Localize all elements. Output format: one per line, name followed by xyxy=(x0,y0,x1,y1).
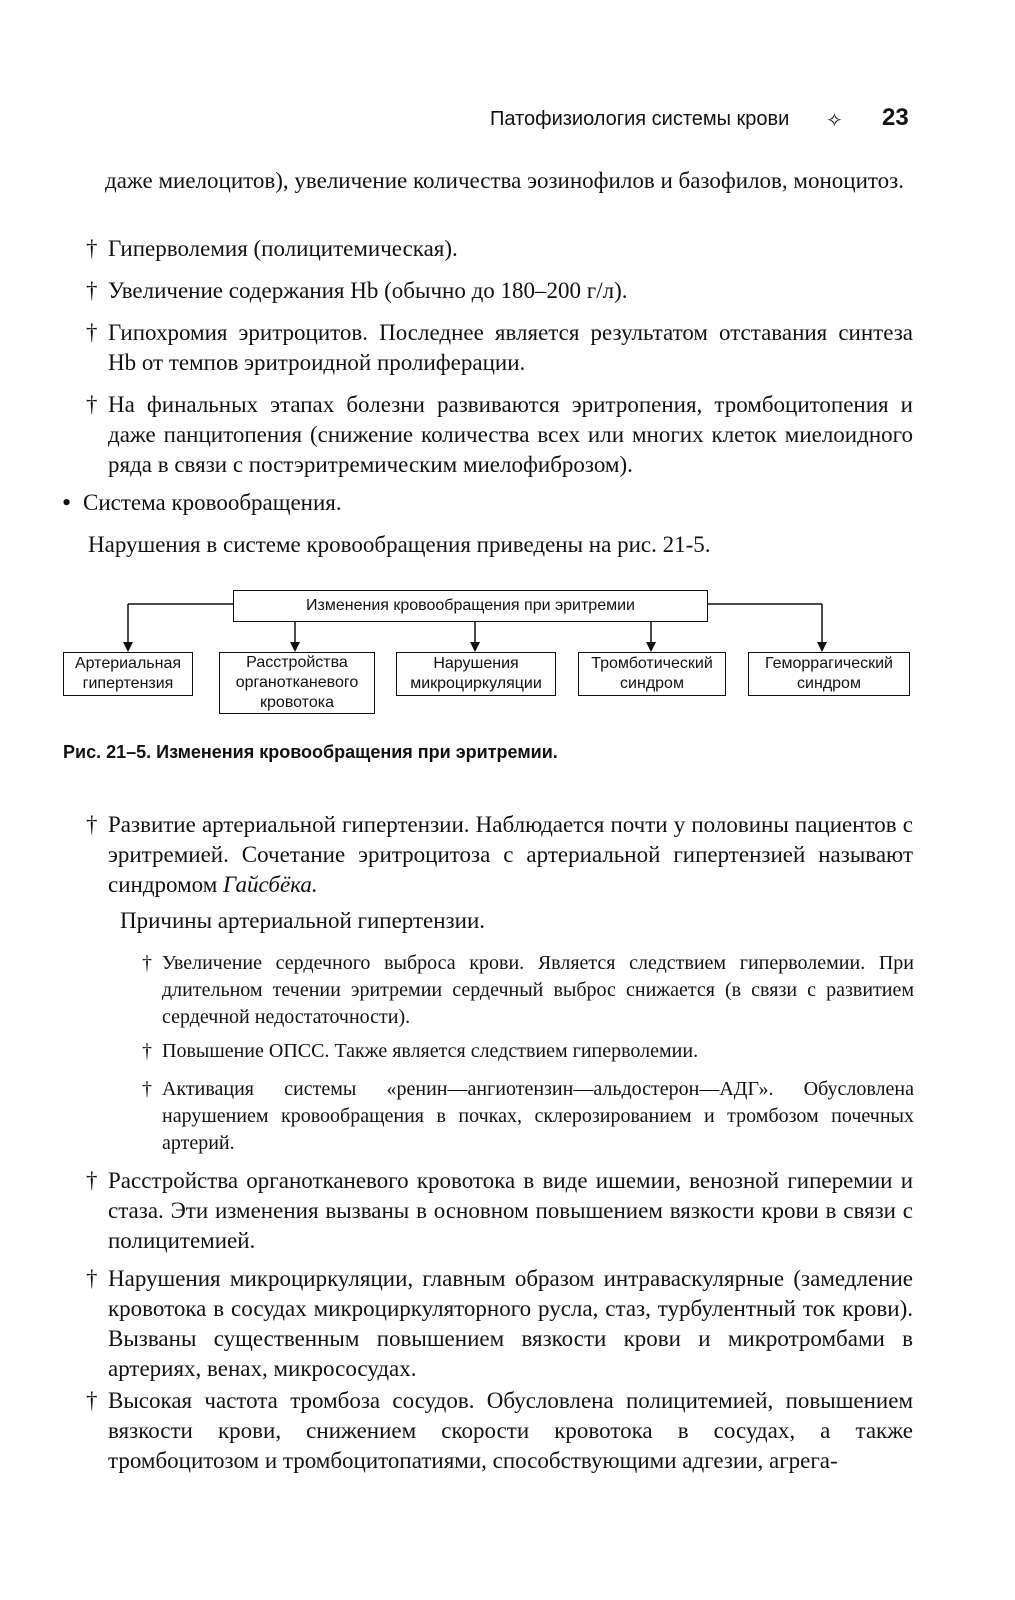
child-label: Артериальная гипертензия xyxy=(74,655,182,692)
diamond-icon: ✧ xyxy=(826,110,843,132)
dagger-marker: † xyxy=(142,1078,152,1100)
dagger-marker: † xyxy=(86,1388,98,1413)
paragraph-2: Гиперволемия (полицитемическая). xyxy=(108,236,458,261)
running-title: Патофизиология системы крови xyxy=(490,108,790,130)
running-header xyxy=(490,100,930,140)
paragraph-8-text: Развитие артериальной гипертензии. Наблюдается почти у половины пациентов с эритремией. Сочетание эритроцитоза с артериальной гипертензией называют синдромом xyxy=(108,812,913,897)
paragraph-11: Повышение ОПСС. Также является следствием гиперволемии. xyxy=(162,1040,699,1062)
paragraph-12: Активация системы «ренин—ангиотензин—альдостерон—АДГ». Обусловлена нарушением кровообращения в почках, склерозированием и тромбозом почечных артерий. xyxy=(162,1078,914,1154)
child-box-thrombotic xyxy=(578,652,726,696)
dagger-marker: † xyxy=(86,278,98,303)
paragraph-8 xyxy=(108,810,913,900)
paragraph-15: Высокая частота тромбоза сосудов. Обусловлена полицитемией, повышением вязкости крови, снижением скорости кровотока в сосудах, а также тромбоцитозом и тромбоцитопатиями, способствующими адгезии, агрега- xyxy=(108,1388,913,1473)
root-box xyxy=(233,590,708,622)
paragraph-3: Увеличение содержания Hb (обычно до 180–200 г/л). xyxy=(108,278,628,303)
syndrome-name: Гайсбёка. xyxy=(223,872,318,897)
paragraph-4: Гипохромия эритроцитов. Последнее является результатом отставания синтеза Hb от темпов эритроидной пролиферации. xyxy=(108,320,913,375)
child-label: Геморрагический синдром xyxy=(765,655,893,692)
dagger-marker: † xyxy=(86,1168,98,1193)
circulation-diagram xyxy=(0,580,1015,720)
paragraph-5: На финальных этапах болезни развиваются эритропения, тромбоцитопения и даже панцитопения (снижение количества всех или многих клеток миелоидного ряда в связи с постэритремическим миелофиброзом). xyxy=(108,392,913,477)
page-number: 23 xyxy=(882,104,909,131)
dagger-marker: † xyxy=(142,1040,152,1062)
paragraph-9: Причины артериальной гипертензии. xyxy=(120,908,486,933)
dagger-marker: † xyxy=(86,812,98,837)
paragraph-13: Расстройства органотканевого кровотока в виде ишемии, венозной гиперемии и стаза. Эти изменения вызваны в основном повышением вязкости крови в связи с полицитемией. xyxy=(108,1168,913,1253)
dagger-marker: † xyxy=(86,392,98,417)
paragraph-14: Нарушения микроциркуляции, главным образом интраваскулярные (замедление кровотока в сосудах микроциркуляторного русла, стаз, турбулентный ток крови). Вызваны существенным повышением вязкости крови и микротромбами в артериях, венах, микрососудах. xyxy=(108,1266,913,1381)
paragraph-6: Система кровообращения. xyxy=(83,490,342,515)
child-box-arterial-hypertension xyxy=(63,652,193,696)
child-label: Расстройства органотканевого кровотока xyxy=(235,654,359,711)
dagger-marker: † xyxy=(86,236,98,261)
paragraph-10: Увеличение сердечного выброса крови. Является следствием гиперволемии. При длительном течении эритремии сердечный выброс снижается (в связи с развитием сердечной недостаточности). xyxy=(162,952,914,1028)
figure-caption: Рис. 21–5. Изменения кровообращения при эритремии. xyxy=(63,742,558,762)
bullet-marker: • xyxy=(62,488,72,517)
paragraph-7: Нарушения в системе кровообращения приведены на рис. 21-5. xyxy=(88,532,711,557)
dagger-marker: † xyxy=(86,1266,98,1291)
child-label: Нарушения микроциркуляции xyxy=(410,655,542,692)
dagger-marker: † xyxy=(142,952,152,974)
child-label: Тромботический синдром xyxy=(591,655,713,692)
child-box-hemorrhagic xyxy=(748,652,910,696)
root-label: Изменения кровообращения при эритремии xyxy=(306,597,635,614)
dagger-marker: † xyxy=(86,320,98,345)
child-box-organ-blood-flow xyxy=(219,652,375,714)
paragraph-1: даже миелоцитов), увеличение количества эозинофилов и базофилов, моноцитоз. xyxy=(105,168,904,193)
child-box-microcirculation xyxy=(396,652,556,696)
